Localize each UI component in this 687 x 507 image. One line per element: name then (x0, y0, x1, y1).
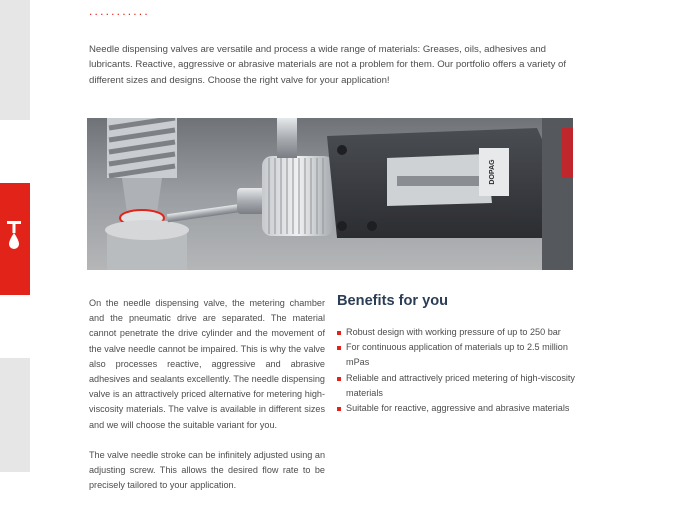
bullet-icon (337, 407, 341, 411)
body-paragraph-1: On the needle dispensing valve, the metering chamber and the pneumatic drive are separated. The material cannot penetrate the drive cylinder and the movement of the valve needle cannot be impaired. This is why the valve also processes reactive, aggressive and abrasive adhesives and sealants excellently. The needle dispensing valve is an attractively priced alternative for metering high-viscosity materials. The valve is available in different sizes and we will choose the suitable variant for you. (89, 298, 325, 430)
section-marker: ........... (89, 4, 150, 18)
body-paragraph-2: The valve needle stroke can be infinitely adjusted using an adjusting screw. This allows the desired flow rate to be precisely tailored to your application. (89, 449, 325, 491)
benefit-text: Robust design with working pressure of up to 250 bar (346, 327, 561, 337)
benefit-item (337, 371, 587, 401)
intro-paragraph: Needle dispensing valves are versatile and process a wide range of materials: Greases, oils, adhesives and lubricants. Reactive, aggressive or abrasive materials are not a problem for them. Our portfolio offers a variety of different sizes and designs. Choose the right valve for your application! (89, 44, 567, 86)
side-tab-1[interactable] (0, 0, 30, 120)
bullet-icon (337, 346, 341, 350)
bullet-icon (337, 331, 341, 335)
benefit-item (337, 340, 587, 370)
bullet-icon (337, 377, 341, 381)
benefits-title: Benefits for you (337, 293, 449, 309)
drop-icon (6, 221, 22, 251)
benefit-text: Suitable for reactive, aggressive and abrasive materials (346, 403, 570, 414)
benefit-item (337, 325, 587, 340)
benefit-text: Reliable and attractively priced metering of high-viscosity materials (346, 372, 575, 398)
photo-plate-label: DOPAG (489, 159, 496, 185)
benefit-item (337, 401, 587, 416)
body-text (89, 296, 325, 493)
benefit-text: For continuous application of materials up to 2.5 million mPas (346, 342, 568, 368)
benefits-list (337, 325, 587, 416)
side-tab-3[interactable] (0, 358, 30, 472)
side-tab-active[interactable] (0, 183, 30, 295)
needle-dispensing-valve-photo (87, 118, 573, 270)
